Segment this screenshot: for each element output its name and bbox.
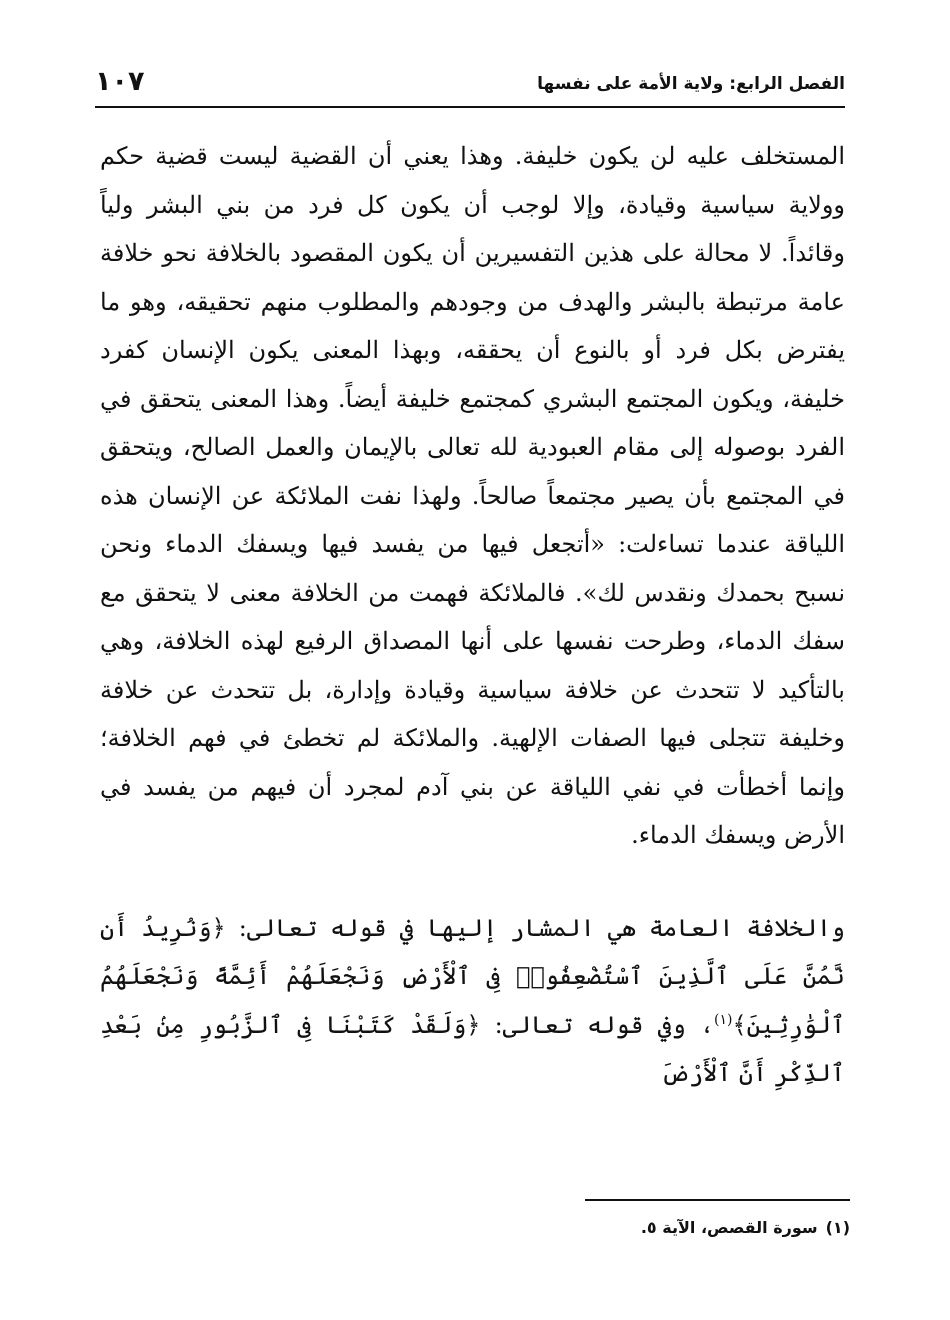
paragraph-2-intro: والخلافة العامة هي المشار إليها في قوله تعالى: bbox=[225, 913, 845, 942]
chapter-title: الفصل الرابع: ولاية الأمة على نفسها bbox=[537, 74, 845, 94]
paragraph-1: المستخلف عليه لن يكون خليفة. وهذا يعني أن القضية ليست قضية حكم وولاية سياسية وقيادة، وإلا لوجب أن يكون كل فرد من بني البشر ولياً وقائداً. لا محالة على هذين التفسيرين أن يكون المقصود بالخلافة نحو خلافة عامة مرتبطة بالبشر والهدف من وجودهم والمطلوب منهم تحقيقه، وهو ما يفترض بكل فرد أو بالنوع أن يحققه، وبهذا المعنى يكون الإنسان كفرد خليفة، ويكون المجتمع البشري كمجتمع خليفة أيضاً. وهذا المعنى يتحقق في الفرد بوصوله إلى مقام العبودية لله تعالى بالإيمان والعمل الصالح، ويتحقق في المجتمع بأن يصير مجتمعاً صالحاً. ولهذا نفت الملائكة عن الإنسان هذه اللياقة عندما تساءلت: «أتجعل فيها من يفسد فيها ويسفك الدماء ونحن نسبح بحمدك ونقدس لك». فالملائكة فهمت من الخلافة معنى لا يتحقق مع سفك الدماء، وطرحت نفسها على أنها المصداق الرفيع لهذه الخلافة، وهي بالتأكيد لا تتحدث عن خلافة سياسية وقيادة وإدارة، بل تتحدث عن خلافة وخليفة تتجلى فيها الصفات الإلهية. والملائكة لم تخطئ في فهم الخلافة؛ وإنما أخطأت في نفي اللياقة عن بني آدم لمجرد أن فيهم من يفسد في الأرض ويسفك الدماء. bbox=[100, 142, 845, 849]
footnote-reference[interactable]: (١) bbox=[714, 1011, 733, 1028]
footnote-text: سورة القصص، الآية ٥. bbox=[640, 1218, 818, 1237]
header-divider bbox=[95, 106, 845, 108]
running-header bbox=[95, 62, 845, 106]
footnote bbox=[641, 1218, 850, 1237]
footnote-mark: (١) bbox=[825, 1218, 850, 1237]
quran-verse-1: ﴿وَنُرِيدُ أَن نَّمُنَّ عَلَى ٱلَّذِينَ ٱسْتُضْعِفُوا۟ فِى ٱلْأَرْضِ وَنَجْعَلَهُمْ أَئِمَّةً وَنَجْعَلَهُمُ ٱلْوَٰرِثِينَ﴾ bbox=[100, 913, 845, 1039]
main-text bbox=[100, 132, 845, 1098]
paragraph-2 bbox=[100, 904, 845, 1098]
paragraph-2-mid: ، وفي قوله تعالى: bbox=[480, 1010, 715, 1039]
footnote-divider bbox=[585, 1199, 850, 1201]
quran-verse-2: ﴿وَلَقَدْ كَتَبْنَا فِى ٱلزَّبُورِ مِنۢ بَعْدِ ٱلذِّكْرِ أَنَّ ٱلْأَرْضَ bbox=[100, 1010, 845, 1087]
page-number: ١٠٧ bbox=[95, 66, 145, 97]
